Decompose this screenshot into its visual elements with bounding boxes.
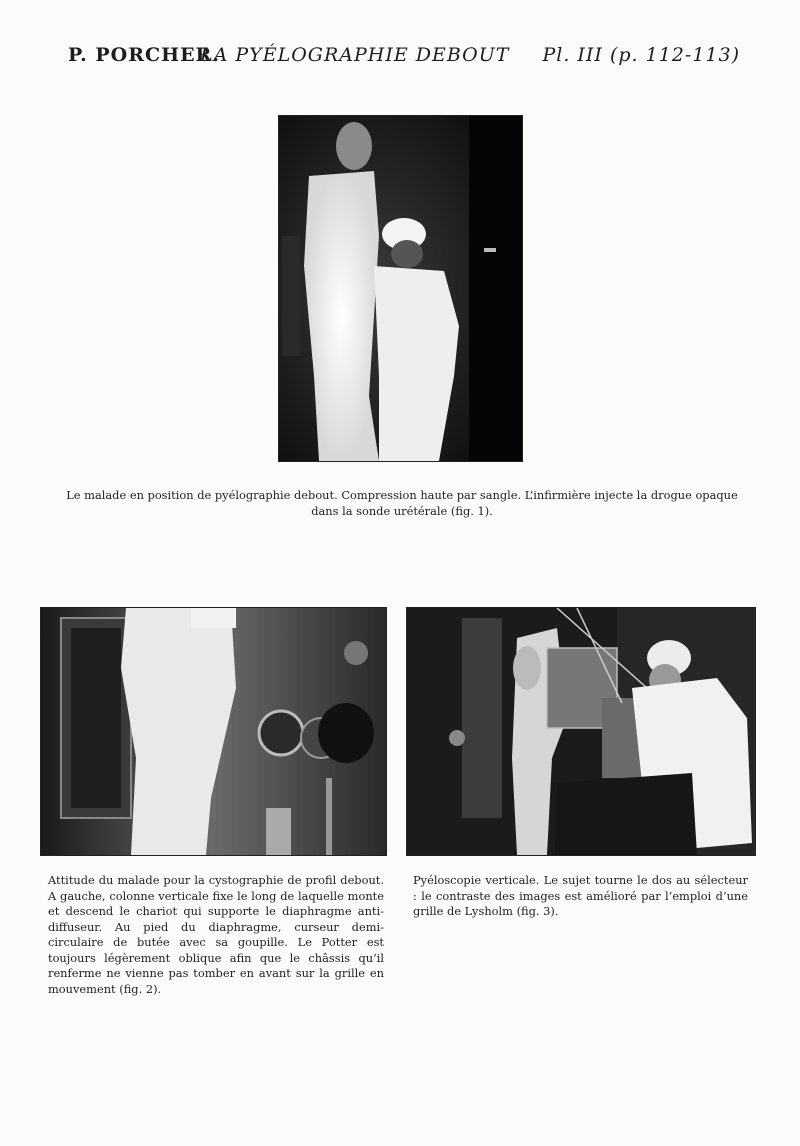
- page-header: [60, 44, 740, 74]
- figure-1-photo: [278, 115, 523, 462]
- header-author: P. PORCHER.: [68, 44, 220, 66]
- figure-3-photo: [406, 607, 756, 856]
- figure-2-photo: [40, 607, 387, 856]
- figure-2-caption: Attitude du malade pour la cystographie de profil debout. A gauche, colonne verticale fixe le long de laquelle monte et descend le chariot qui supporte le diaphragme anti-diffuseur. Au pied du diaphragme, curseur demi-circulaire de butée avec sa goupille. Le Potter est toujours légèrement oblique afin que le châssis qu’il renferme ne vienne pas tomber en avant sur la grille en mouvement (fig. 2).: [48, 873, 384, 996]
- figure-1-caption: Le malade en position de pyélographie debout. Compression haute par sangle. L’infirmière injecte la drogue opaque dans la sonde urétérale (fig. 1).: [66, 488, 738, 518]
- figure-3-caption: Pyéloscopie verticale. Le sujet tourne le dos au sélecteur : le contraste des images est amélioré par l’emploi d’une grille de Lysholm (fig. 3).: [413, 873, 748, 918]
- header-plate-number: Pl. III (p. 112-113): [542, 44, 740, 66]
- header-title: LA PYÉLOGRAPHIE DEBOUT: [200, 44, 510, 66]
